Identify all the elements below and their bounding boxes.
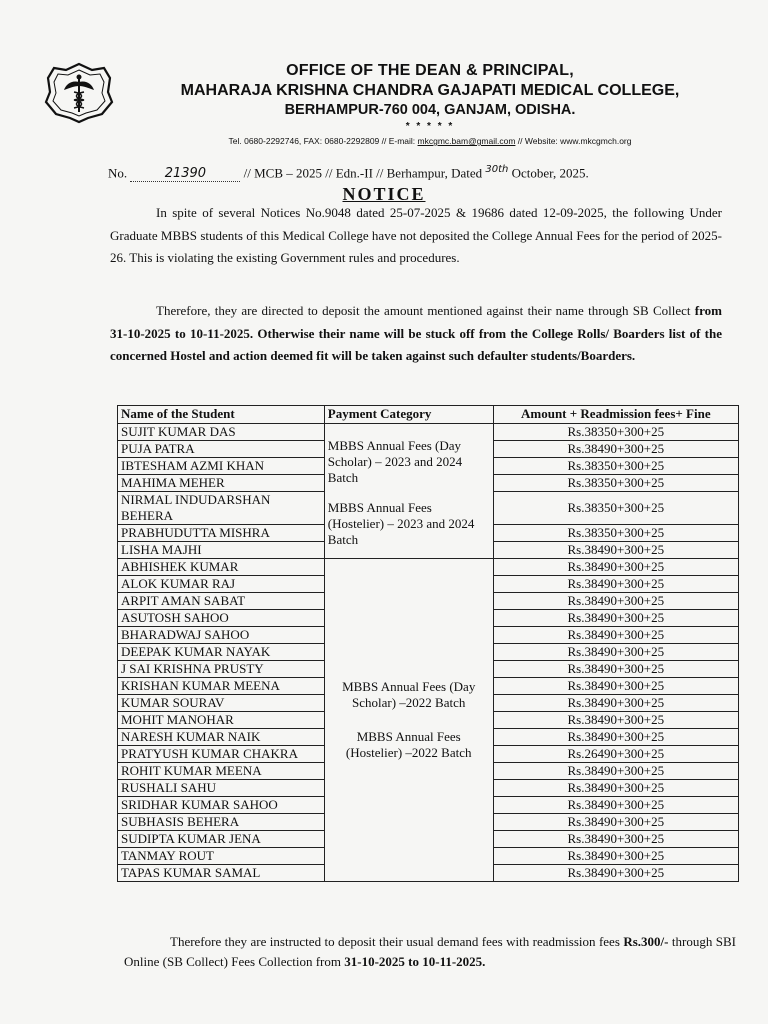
student-name: PRABHUDUTTA MISHRA <box>118 525 325 542</box>
student-name: MAHIMA MEHER <box>118 475 325 492</box>
paragraph-2-bold: from 31-10-2025 to 10-11-2025. Otherwise their name will be stuck off from the College Rolls/ Boarders list of the concerned Hostel and action deemed fit will be taken against such defaulter students/Boarders. <box>110 303 722 363</box>
fee-amount: Rs.38490+300+25 <box>493 610 738 627</box>
payment-category-2023-2024 <box>324 424 493 559</box>
notice-paragraph-2 <box>110 300 722 368</box>
fee-amount: Rs.38350+300+25 <box>493 424 738 441</box>
payment-category-2022 <box>324 559 493 882</box>
header-stars: * * * * * <box>405 121 455 132</box>
fee-amount: Rs.38490+300+25 <box>493 576 738 593</box>
notice-title: NOTICE <box>342 184 426 204</box>
student-name: RUSHALI SAHU <box>118 780 325 797</box>
notice-paragraph-3 <box>124 932 736 972</box>
student-name: NARESH KUMAR NAIK <box>118 729 325 746</box>
fee-amount: Rs.38490+300+25 <box>493 559 738 576</box>
contact-line <box>120 136 740 146</box>
reference-day: 30th <box>485 164 509 175</box>
student-name: SUBHASIS BEHERA <box>118 814 325 831</box>
student-name: ROHIT KUMAR MEENA <box>118 763 325 780</box>
fee-amount: Rs.38350+300+25 <box>493 475 738 492</box>
student-name: TANMAY ROUT <box>118 848 325 865</box>
student-name: ABHISHEK KUMAR <box>118 559 325 576</box>
student-name: IBTESHAM AZMI KHAN <box>118 458 325 475</box>
fee-amount: Rs.38490+300+25 <box>493 593 738 610</box>
fee-amount: Rs.38490+300+25 <box>493 695 738 712</box>
fee-amount: Rs.38490+300+25 <box>493 831 738 848</box>
student-name: SRIDHAR KUMAR SAHOO <box>118 797 325 814</box>
student-name: PUJA PATRA <box>118 441 325 458</box>
reference-number: 21390 <box>130 166 240 182</box>
student-name: LISHA MAJHI <box>118 542 325 559</box>
student-name: BHARADWAJ SAHOO <box>118 627 325 644</box>
category-day-scholar-2022: MBBS Annual Fees (Day Scholar) –2022 Batch <box>342 679 476 710</box>
fee-amount: Rs.38490+300+25 <box>493 729 738 746</box>
student-name: SUJIT KUMAR DAS <box>118 424 325 441</box>
fee-amount: Rs.38490+300+25 <box>493 644 738 661</box>
student-name: SUDIPTA KUMAR JENA <box>118 831 325 848</box>
fee-amount: Rs.38490+300+25 <box>493 712 738 729</box>
notice-paragraph-1: In spite of several Notices No.9048 dated 25-07-2025 & 19686 dated 12-09-2025, the following Under Graduate MBBS students of this Medical College have not deposited the College Annual Fees for the period of 2025-26. This is violating the existing Government rules and procedures. <box>110 205 722 265</box>
student-name: DEEPAK KUMAR NAYAK <box>118 644 325 661</box>
fee-amount: Rs.38490+300+25 <box>493 763 738 780</box>
fee-amount: Rs.38490+300+25 <box>493 814 738 831</box>
student-name: ALOK KUMAR RAJ <box>118 576 325 593</box>
defaulter-students-table <box>117 405 739 882</box>
website-text: // Website: www.mkcgmch.org <box>515 136 632 146</box>
reference-line <box>108 164 589 182</box>
category-hostelier-2023-2024: MBBS Annual Fees (Hostelier) – 2023 and 2024 Batch <box>327 500 475 547</box>
student-name: NIRMAL INDUDARSHAN BEHERA <box>118 492 325 525</box>
fee-amount: Rs.38490+300+25 <box>493 865 738 882</box>
student-name: TAPAS KUMAR SAMAL <box>118 865 325 882</box>
fee-amount: Rs.38490+300+25 <box>493 848 738 865</box>
paragraph-3-text-a: Therefore they are instructed to deposit their usual demand fees with readmission fees <box>170 934 624 949</box>
college-address: BERHAMPUR-760 004, GANJAM, ODISHA. <box>284 102 576 118</box>
paragraph-3-text-b: through SBI Online (SB Collect) Fees Collection from <box>124 934 736 969</box>
paragraph-3-bold-a: Rs.300/- <box>623 934 669 949</box>
fee-amount: Rs.38350+300+25 <box>493 458 738 475</box>
header-amount: Amount + Readmission fees+ Fine <box>493 406 738 424</box>
header-name: Name of the Student <box>118 406 325 424</box>
paragraph-3-bold-b: 31-10-2025 to 10-11-2025. <box>344 954 486 969</box>
fee-amount: Rs.38490+300+25 <box>493 780 738 797</box>
student-name: KUMAR SOURAV <box>118 695 325 712</box>
student-name: PRATYUSH KUMAR CHAKRA <box>118 746 325 763</box>
fee-amount: Rs.38490+300+25 <box>493 797 738 814</box>
contact-phone-fax: Tel. 0680-2292746, FAX: 0680-2292809 // E-mail: <box>228 136 418 146</box>
category-day-scholar-2023-2024: MBBS Annual Fees (Day Scholar) – 2023 and 2024 Batch <box>327 438 463 485</box>
fee-amount: Rs.38490+300+25 <box>493 542 738 559</box>
reference-month: October, 2025. <box>508 165 589 181</box>
category-hostelier-2022: MBBS Annual Fees (Hostelier) –2022 Batch <box>345 729 472 760</box>
paragraph-2-text: Therefore, they are directed to deposit the amount mentioned against their name through SB Collect <box>156 303 695 318</box>
fee-amount: Rs.38490+300+25 <box>493 441 738 458</box>
student-name: ASUTOSH SAHOO <box>118 610 325 627</box>
office-heading: OFFICE OF THE DEAN & PRINCIPAL, <box>286 62 574 79</box>
student-name: MOHIT MANOHAR <box>118 712 325 729</box>
student-name: KRISHAN KUMAR MEENA <box>118 678 325 695</box>
fee-amount: Rs.38350+300+25 <box>493 525 738 542</box>
reference-prefix: No. <box>108 165 128 181</box>
student-name: ARPIT AMAN SABAT <box>118 593 325 610</box>
fee-amount: Rs.38490+300+25 <box>493 661 738 678</box>
table-row <box>118 559 739 576</box>
reference-text: // MCB – 2025 // Edn.-II // Berhampur, Dated <box>240 165 486 181</box>
college-emblem-logo <box>44 62 114 124</box>
fee-amount: Rs.38490+300+25 <box>493 678 738 695</box>
table-row <box>118 424 739 441</box>
fee-amount: Rs.38490+300+25 <box>493 627 738 644</box>
header-category: Payment Category <box>324 406 493 424</box>
college-name: MAHARAJA KRISHNA CHANDRA GAJAPATI MEDICAL COLLEGE, <box>180 82 680 99</box>
student-name: J SAI KRISHNA PRUSTY <box>118 661 325 678</box>
email-link[interactable]: mkcgmc.bam@gmail.com <box>417 136 516 146</box>
table-header-row <box>118 406 739 424</box>
fee-amount: Rs.38350+300+25 <box>493 492 738 525</box>
fee-amount: Rs.26490+300+25 <box>493 746 738 763</box>
